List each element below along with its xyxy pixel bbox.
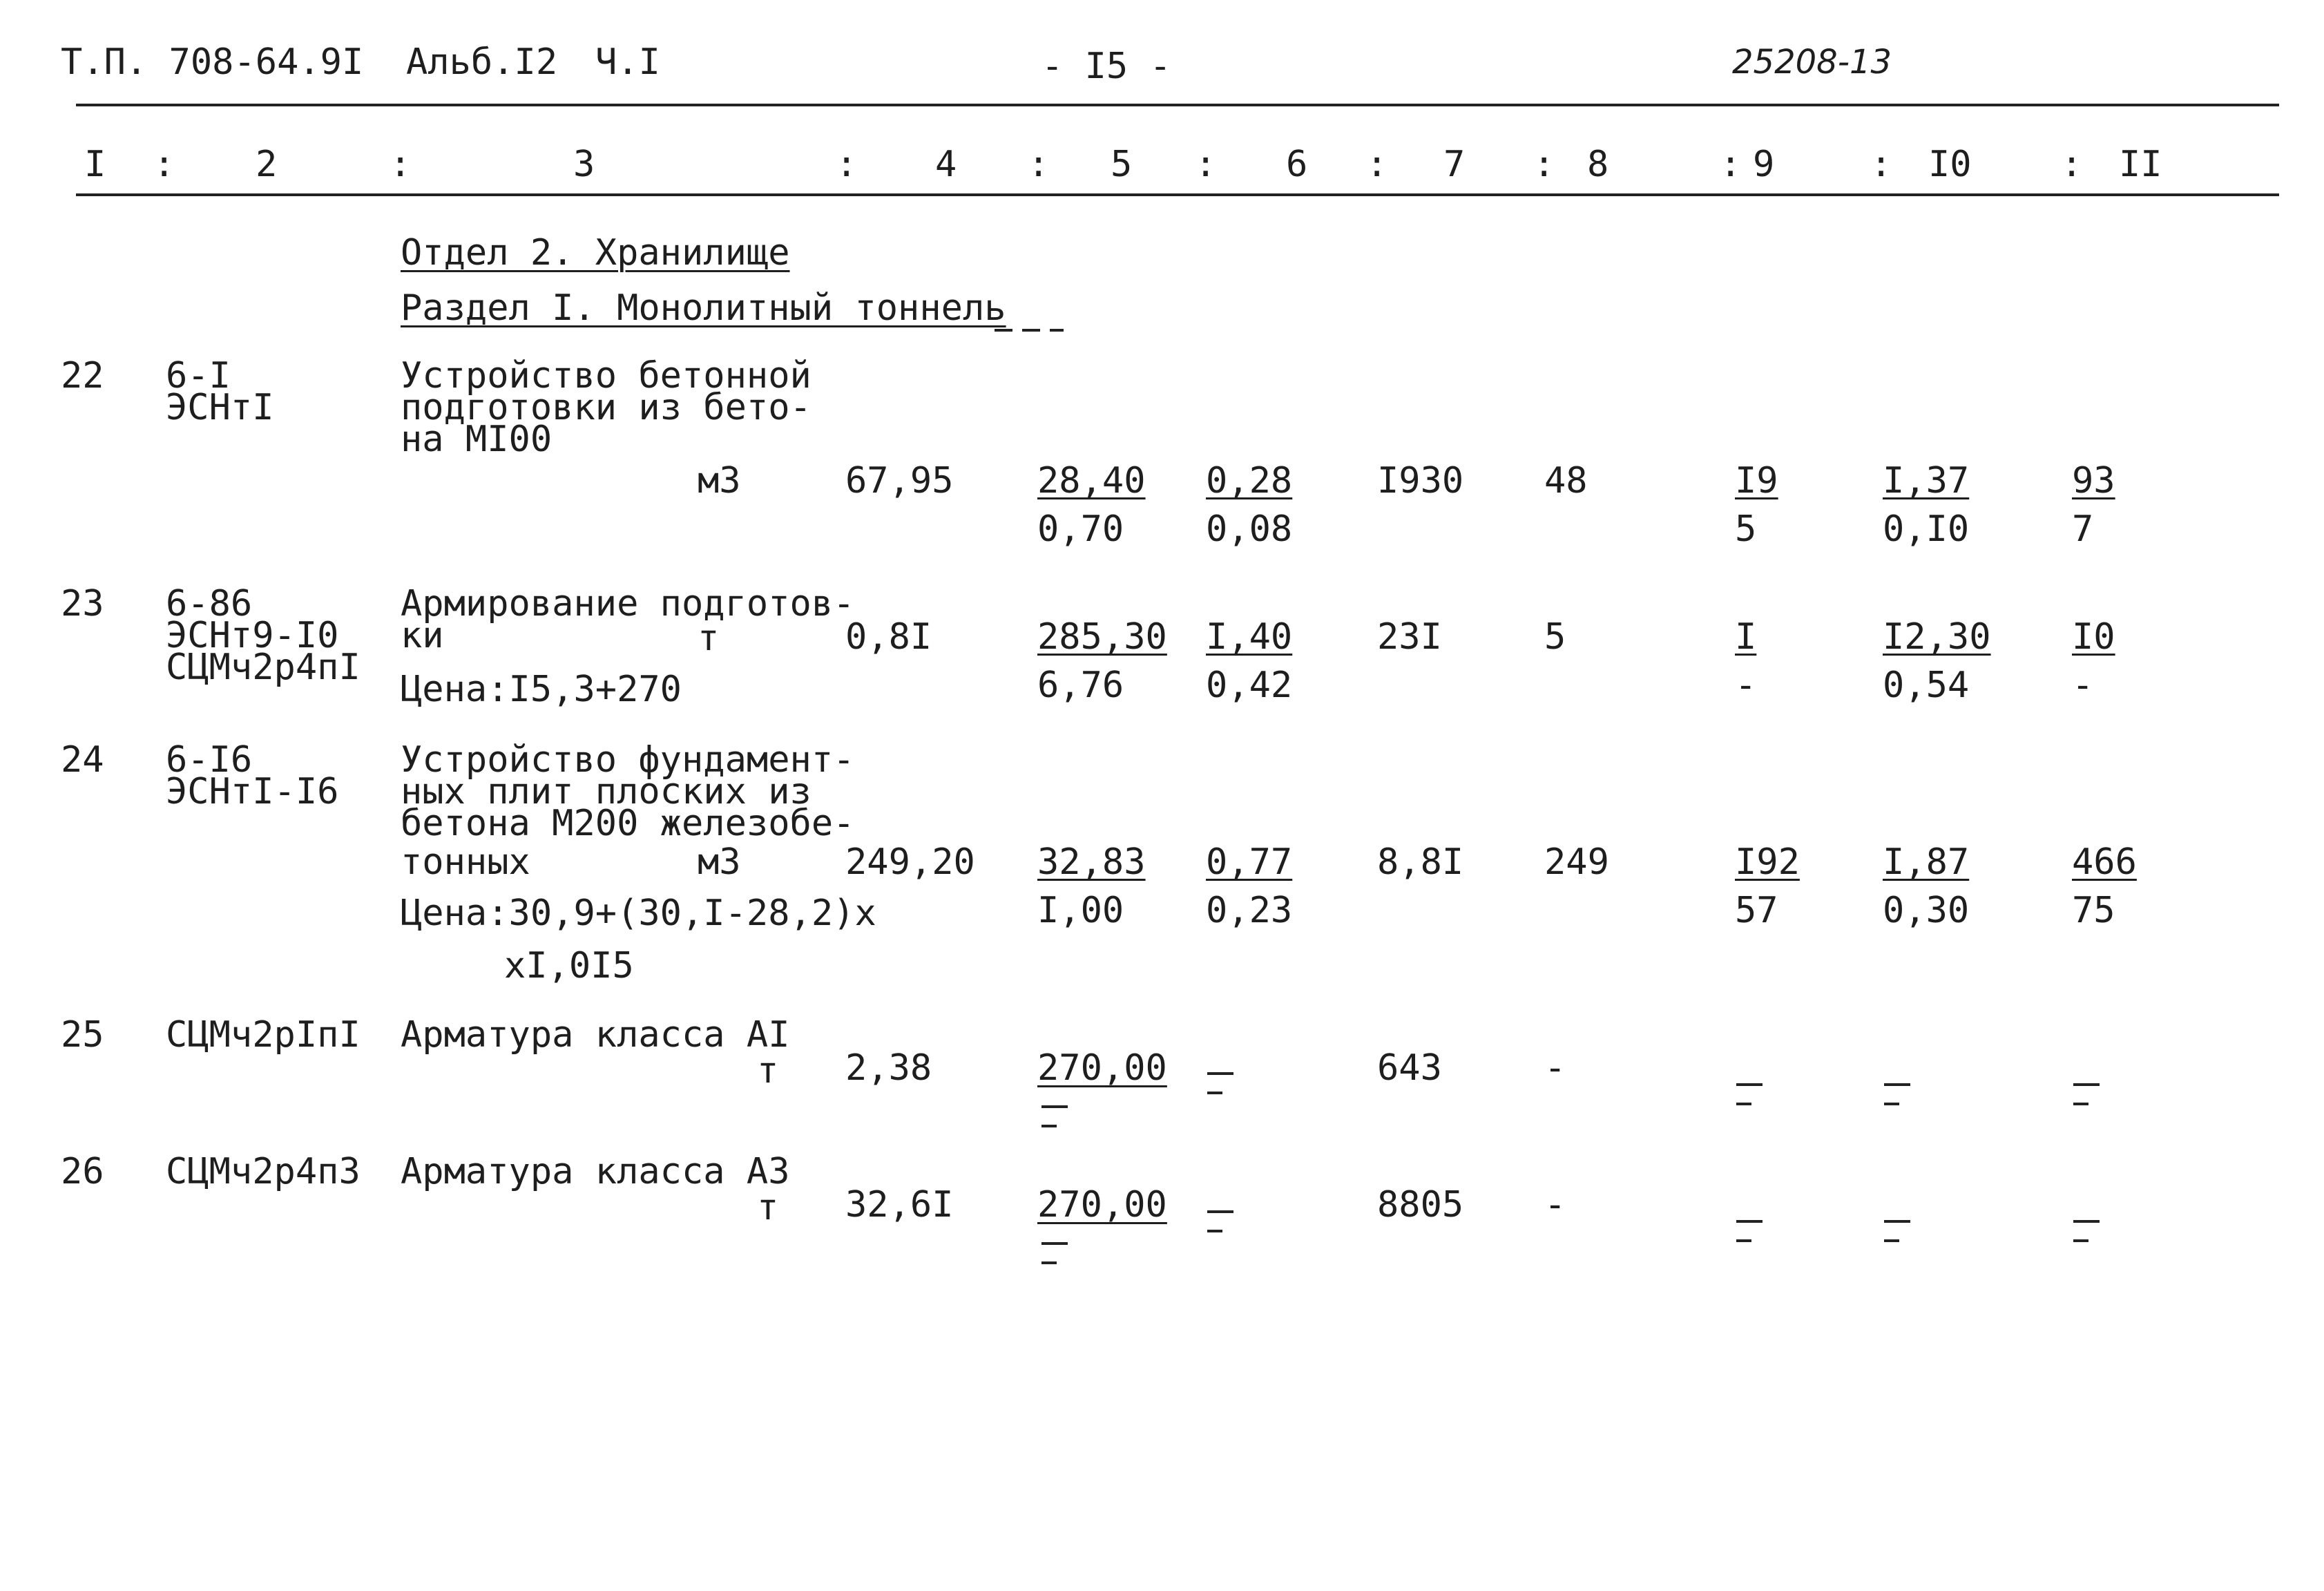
row-description: Устройство бетонной xyxy=(401,355,812,397)
row-description: тонных xyxy=(401,841,530,883)
column-number: 8 xyxy=(1587,144,1609,185)
row-col7-value: 643 xyxy=(1377,1047,1442,1089)
department-heading: Отдел 2. Хранилище xyxy=(401,232,790,274)
row-price-note: Цена:I5,3+270 xyxy=(401,669,682,710)
row-quantity: 2,38 xyxy=(845,1047,932,1089)
row-col7-value: 23I xyxy=(1377,616,1442,658)
row-description: Арматура класса А3 xyxy=(401,1151,790,1192)
cost-fraction: 285,30 6,76 xyxy=(1037,616,1167,706)
dash-mark xyxy=(1736,1083,1737,1084)
column-separator: : xyxy=(2061,144,2083,185)
row-number: 24 xyxy=(61,739,104,781)
cost-fraction: 0,28 0,08 xyxy=(1206,460,1293,550)
column-separator: : xyxy=(390,144,412,185)
cost-fraction: I0 - xyxy=(2072,616,2115,706)
column-separator: : xyxy=(1720,144,1742,185)
column-separator: : xyxy=(1533,144,1555,185)
dash-mark xyxy=(1736,1220,1737,1221)
header-rule xyxy=(76,193,2279,196)
row-col7-value: I930 xyxy=(1377,460,1464,502)
column-number: 3 xyxy=(573,144,595,185)
row-description: Устройство фундамент- xyxy=(401,739,855,781)
column-separator: : xyxy=(153,144,175,185)
cost-fraction: 0,77 0,23 xyxy=(1206,841,1293,931)
subsection-heading: Раздел I. Монолитный тоннель xyxy=(401,287,1006,329)
cost-fraction: I,40 0,42 xyxy=(1206,616,1293,706)
column-number: I xyxy=(84,144,106,185)
row-description: на МI00 xyxy=(401,419,553,460)
row-description: Армирование подготов- xyxy=(401,583,855,625)
row-col5-value: 270,00 xyxy=(1037,1047,1167,1089)
row-col8-value: - xyxy=(1544,1184,1566,1226)
row-description: бетона М200 железобе- xyxy=(401,803,855,844)
row-code: ЭСНтI xyxy=(166,387,274,428)
row-unit: т xyxy=(757,1187,779,1228)
row-col5-value: 270,00 xyxy=(1037,1184,1167,1226)
column-number: I0 xyxy=(1928,144,1972,185)
cost-fraction: I - xyxy=(1735,616,1757,706)
row-code: СЦМч2р4п3 xyxy=(166,1151,361,1192)
column-number: 7 xyxy=(1443,144,1466,185)
row-code: ЭСНт9-I0 xyxy=(166,615,339,656)
column-separator: : xyxy=(1195,144,1217,185)
cost-fraction: I2,30 0,54 xyxy=(1883,616,1991,706)
column-number: 6 xyxy=(1286,144,1308,185)
row-number: 26 xyxy=(61,1151,104,1192)
row-description: ных плит плоских из xyxy=(401,771,812,812)
top-rule xyxy=(76,104,2279,106)
row-col8-value: 249 xyxy=(1544,841,1609,883)
dash-mark xyxy=(1207,1072,1208,1073)
row-number: 25 xyxy=(61,1014,104,1056)
doc-code: Т.П. 708-64.9I xyxy=(61,41,364,83)
row-quantity: 0,8I xyxy=(845,616,932,658)
row-description: ки xyxy=(401,615,444,656)
dash-mark xyxy=(1041,1105,1042,1106)
column-number: 9 xyxy=(1753,144,1775,185)
column-number: 2 xyxy=(256,144,278,185)
row-col8-value: 5 xyxy=(1544,616,1566,658)
column-number: 5 xyxy=(1111,144,1133,185)
row-unit: т xyxy=(757,1050,779,1092)
dash-mark xyxy=(2073,1083,2074,1084)
column-separator: : xyxy=(836,144,858,185)
row-number: 22 xyxy=(61,355,104,397)
row-code: СЦМч2рIпI xyxy=(166,1014,361,1056)
row-unit: м3 xyxy=(698,841,741,883)
row-code: СЦМч2р4пI xyxy=(166,647,361,688)
part-label: Ч.I xyxy=(595,41,660,83)
column-number: II xyxy=(2119,144,2162,185)
row-col8-value: - xyxy=(1544,1047,1566,1089)
row-col8-value: 48 xyxy=(1544,460,1588,502)
row-price-note: Цена:30,9+(30,I-28,2)х xyxy=(401,893,876,934)
column-separator: : xyxy=(1870,144,1892,185)
row-unit: м3 xyxy=(698,460,741,502)
dash-mark xyxy=(1884,1083,1885,1084)
row-unit: т xyxy=(698,618,720,659)
row-col7-value: 8805 xyxy=(1377,1184,1464,1226)
row-code: 6-I6 xyxy=(166,739,253,781)
row-number: 23 xyxy=(61,583,104,625)
row-description: Арматура класса АI xyxy=(401,1014,790,1056)
row-code: 6-I xyxy=(166,355,231,397)
cost-fraction: I,87 0,30 xyxy=(1883,841,1970,931)
row-quantity: 32,6I xyxy=(845,1184,954,1226)
row-code: ЭСНтI-I6 xyxy=(166,771,339,812)
cost-fraction: 466 75 xyxy=(2072,841,2137,931)
row-code: 6-86 xyxy=(166,583,253,625)
column-separator: : xyxy=(1366,144,1388,185)
row-quantity: 249,20 xyxy=(845,841,975,883)
dash-mark xyxy=(2073,1220,2074,1221)
dash-mark xyxy=(1884,1220,1885,1221)
cost-fraction: I92 57 xyxy=(1735,841,1800,931)
column-separator: : xyxy=(1028,144,1050,185)
cost-fraction: 28,40 0,70 xyxy=(1037,460,1146,550)
cost-fraction: I,37 0,I0 xyxy=(1883,460,1970,550)
column-number: 4 xyxy=(935,144,957,185)
dash-mark xyxy=(1041,1242,1042,1243)
dash-mark xyxy=(1207,1210,1208,1211)
cost-fraction: 32,83 I,00 xyxy=(1037,841,1146,931)
album-label: Альб.I2 xyxy=(406,41,558,83)
heading-dashed-underline xyxy=(995,329,1064,332)
row-quantity: 67,95 xyxy=(845,460,954,502)
cost-fraction: 93 7 xyxy=(2072,460,2115,550)
row-price-note: хI,0I5 xyxy=(504,945,634,987)
row-col7-value: 8,8I xyxy=(1377,841,1464,883)
cost-fraction: I9 5 xyxy=(1735,460,1778,550)
handwritten-number: 25208-13 xyxy=(1732,43,1892,82)
row-description: подготовки из бето- xyxy=(401,387,812,428)
page-number: - I5 - xyxy=(1041,46,1171,87)
